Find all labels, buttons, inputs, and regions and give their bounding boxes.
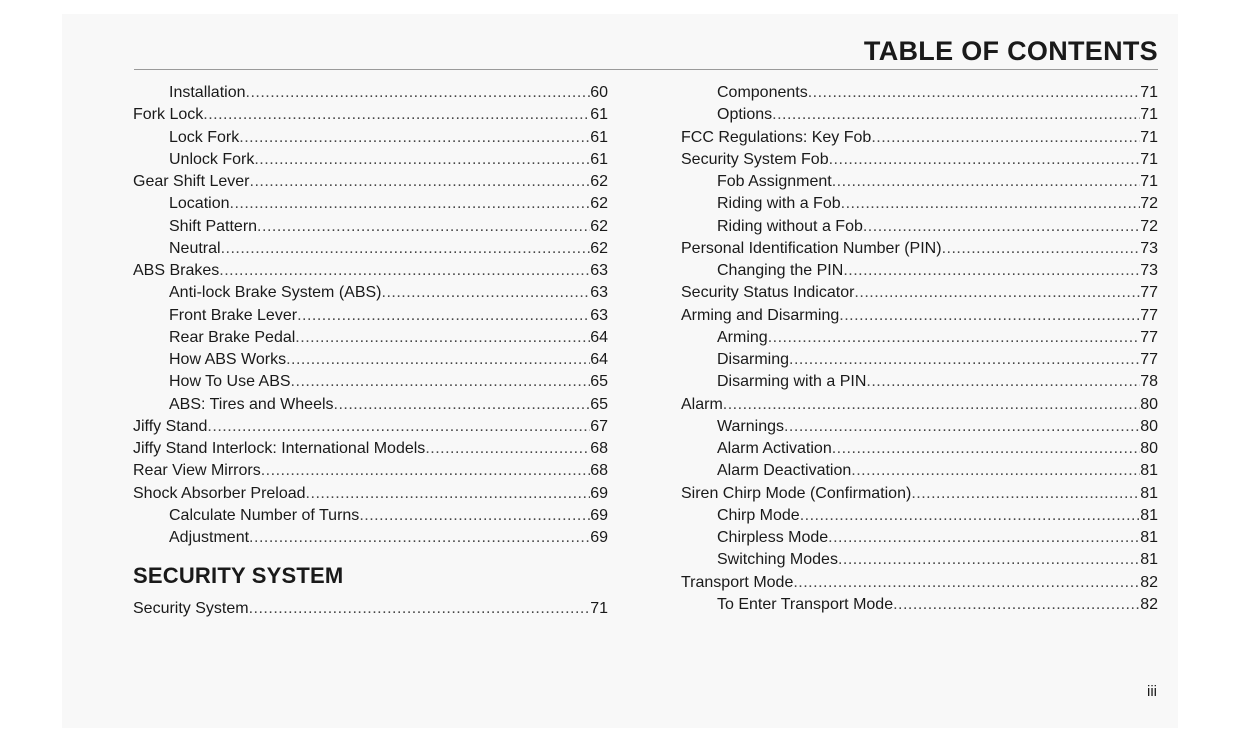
toc-entry-page-number: 65: [590, 395, 608, 413]
toc-entry[interactable]: [681, 238, 1158, 260]
toc-entry[interactable]: [133, 260, 608, 282]
toc-entry-label: Siren Chirp Mode (Confirmation): [681, 484, 912, 502]
toc-left-column: [133, 82, 608, 621]
toc-entry-page-number: 71: [1140, 173, 1158, 190]
toc-entry-page-number: 77: [1140, 306, 1158, 324]
header-divider: [134, 69, 1158, 70]
toc-entry-page-number: 62: [590, 239, 608, 257]
toc-entry-label: Unlock Fork: [169, 150, 255, 168]
toc-entry[interactable]: [681, 104, 1158, 126]
toc-entry-page-number: 81: [1140, 462, 1158, 480]
toc-entry[interactable]: [681, 505, 1158, 527]
toc-entry-page-number: 73: [1140, 239, 1158, 257]
toc-entry-label: How To Use ABS: [169, 373, 291, 391]
toc-entry[interactable]: [681, 416, 1158, 438]
toc-entry-label: Adjustment: [169, 529, 250, 546]
toc-entry[interactable]: [681, 572, 1158, 594]
toc-entry-label: Warnings: [717, 417, 784, 435]
toc-entry[interactable]: [681, 460, 1158, 482]
toc-entry-page-number: 72: [1140, 195, 1158, 213]
dot-leader: [297, 305, 590, 327]
toc-entry-page-number: 80: [1140, 417, 1158, 435]
toc-entry[interactable]: [681, 594, 1158, 616]
toc-entry-label: Front Brake Lever: [169, 306, 298, 324]
toc-entry[interactable]: [681, 127, 1158, 149]
toc-entry-page-number: 71: [1140, 128, 1158, 146]
toc-entry[interactable]: [681, 327, 1158, 349]
toc-entry-page-number: 71: [1140, 84, 1158, 101]
toc-entry-label: Chirp Mode: [717, 506, 800, 524]
toc-entry-page-number: 64: [590, 328, 608, 346]
toc-entry[interactable]: [133, 349, 608, 371]
toc-entry[interactable]: [681, 149, 1158, 171]
toc-entry-page-number: 71: [1140, 106, 1158, 124]
toc-entry-label: Jiffy Stand: [133, 417, 208, 435]
toc-entry-label: Riding without a Fob: [717, 217, 863, 235]
dot-leader: [207, 416, 590, 438]
toc-entry[interactable]: [133, 598, 608, 620]
toc-entry-label: Rear Brake Pedal: [169, 328, 296, 346]
toc-entry-label: Alarm Deactivation: [717, 462, 852, 480]
toc-entry-label: Riding with a Fob: [717, 195, 841, 213]
dot-leader: [359, 505, 590, 527]
toc-entry[interactable]: [681, 305, 1158, 327]
toc-entry[interactable]: [133, 460, 608, 482]
dot-leader: [893, 594, 1140, 616]
toc-entry-page-number: 72: [1140, 217, 1158, 235]
toc-entry-page-number: 61: [590, 150, 608, 168]
toc-entry-label: ABS: Tires and Wheels: [169, 395, 334, 413]
toc-entry-label: Location: [169, 195, 230, 213]
dot-leader: [871, 127, 1140, 149]
toc-entry-label: Security System: [133, 600, 249, 618]
toc-entry[interactable]: [133, 104, 608, 126]
toc-entry-list: [681, 82, 1158, 616]
toc-entry-page-number: 63: [590, 306, 608, 324]
toc-entry-label: ABS Brakes: [133, 262, 220, 279]
toc-entry-label: Neutral: [169, 239, 221, 257]
toc-entry[interactable]: [681, 371, 1158, 393]
dot-leader: [221, 238, 591, 260]
toc-entry[interactable]: [681, 549, 1158, 571]
toc-entry-label: Disarming with a PIN: [717, 373, 867, 391]
toc-entry-label: Gear Shift Lever: [133, 173, 250, 190]
toc-entry-page-number: 81: [1140, 506, 1158, 524]
dot-leader: [286, 349, 590, 371]
dot-leader: [851, 460, 1140, 482]
toc-entry-label: Alarm: [681, 395, 723, 413]
dot-leader: [249, 598, 591, 620]
dot-leader: [203, 104, 590, 126]
dot-leader: [828, 527, 1140, 549]
toc-entry-page-number: 82: [1140, 573, 1158, 591]
toc-entry-page-number: 78: [1140, 373, 1158, 391]
toc-entry[interactable]: [133, 305, 608, 327]
dot-leader: [942, 238, 1141, 260]
toc-entry-label: Changing the PIN: [717, 262, 844, 279]
dot-leader: [723, 394, 1140, 416]
toc-entry[interactable]: [681, 82, 1158, 104]
toc-entry-label: FCC Regulations: Key Fob: [681, 128, 872, 146]
toc-entry-page-number: 81: [1140, 551, 1158, 569]
dot-leader: [306, 483, 591, 505]
toc-entry-label: To Enter Transport Mode: [717, 595, 894, 613]
toc-entry-label: Fork Lock: [133, 106, 204, 124]
toc-entry[interactable]: [681, 349, 1158, 371]
dot-leader: [866, 371, 1140, 393]
toc-entry-label: Anti-lock Brake System (ABS): [169, 284, 382, 302]
toc-entry[interactable]: [133, 394, 608, 416]
toc-entry-label: Installation: [169, 84, 246, 101]
dot-leader: [291, 371, 591, 393]
toc-entry-label: Transport Mode: [681, 573, 794, 591]
toc-entry-label: Calculate Number of Turns: [169, 506, 360, 524]
dot-leader: [382, 282, 591, 304]
dot-leader: [261, 460, 590, 482]
page-number: iii: [1147, 683, 1157, 700]
dot-leader: [838, 549, 1140, 571]
toc-entry-page-number: 64: [590, 351, 608, 368]
dot-leader: [854, 282, 1140, 304]
toc-entry[interactable]: [133, 505, 608, 527]
toc-entry-label: Personal Identification Number (PIN): [681, 239, 942, 257]
dot-leader: [219, 260, 590, 282]
toc-entry-label: Shift Pattern: [169, 217, 258, 235]
toc-entry-page-number: 65: [590, 373, 608, 391]
dot-leader: [254, 149, 590, 171]
toc-right-column: [681, 82, 1158, 616]
dot-leader: [832, 171, 1140, 193]
dot-leader: [230, 193, 591, 215]
dot-leader: [841, 193, 1141, 215]
dot-leader: [829, 149, 1141, 171]
toc-entry-page-number: 80: [1140, 395, 1158, 413]
toc-entry-page-number: 77: [1140, 284, 1158, 302]
toc-entry[interactable]: [133, 327, 608, 349]
toc-entry[interactable]: [681, 216, 1158, 238]
dot-leader: [839, 305, 1140, 327]
toc-entry[interactable]: [133, 483, 608, 505]
dot-leader: [793, 572, 1140, 594]
document-page: [62, 14, 1178, 728]
toc-entry-page-number: 67: [590, 417, 608, 435]
dot-leader: [295, 327, 590, 349]
toc-entry[interactable]: [681, 171, 1158, 193]
toc-entry[interactable]: [133, 216, 608, 238]
toc-entry-page-number: 62: [590, 173, 608, 190]
dot-leader: [239, 127, 590, 149]
toc-entry-label: Lock Fork: [169, 128, 240, 146]
toc-entry[interactable]: [133, 193, 608, 215]
toc-entry-page-number: 69: [590, 529, 608, 546]
dot-leader: [772, 104, 1140, 126]
toc-entry-label: Alarm Activation: [717, 440, 832, 457]
toc-entry-page-number: 63: [590, 284, 608, 302]
toc-entry[interactable]: [133, 438, 608, 460]
toc-entry-label: Rear View Mirrors: [133, 462, 261, 480]
toc-entry[interactable]: [681, 193, 1158, 215]
toc-entry-page-number: 60: [590, 84, 608, 101]
toc-entry-page-number: 61: [590, 106, 608, 124]
toc-entry-label: Options: [717, 106, 773, 124]
toc-entry[interactable]: [681, 527, 1158, 549]
section-heading: SECURITY SYSTEM: [133, 563, 344, 589]
toc-entry-page-number: 71: [590, 600, 608, 618]
toc-entry-page-number: 73: [1140, 262, 1158, 279]
toc-entry-label: Arming: [717, 328, 768, 346]
toc-entry[interactable]: [133, 527, 608, 549]
toc-entry-page-number: 69: [590, 506, 608, 524]
toc-entry-label: Security Status Indicator: [681, 284, 855, 302]
dot-leader: [784, 416, 1140, 438]
toc-entry-label: Chirpless Mode: [717, 529, 829, 546]
dot-leader: [789, 349, 1140, 371]
toc-entry-page-number: 68: [590, 462, 608, 480]
toc-entry-list: [133, 82, 608, 549]
toc-entry[interactable]: [133, 416, 608, 438]
toc-entry-list: [133, 598, 608, 620]
toc-entry[interactable]: [133, 82, 608, 104]
toc-entry[interactable]: [133, 171, 608, 193]
toc-entry-label: Fob Assignment: [717, 173, 832, 190]
toc-entry-page-number: 81: [1140, 484, 1158, 502]
toc-entry-label: Arming and Disarming: [681, 306, 840, 324]
toc-entry-page-number: 80: [1140, 440, 1158, 457]
toc-entry[interactable]: [133, 371, 608, 393]
toc-entry-label: Shock Absorber Preload: [133, 484, 306, 502]
dot-leader: [768, 327, 1141, 349]
toc-entry[interactable]: [681, 438, 1158, 460]
toc-entry[interactable]: [681, 282, 1158, 304]
toc-entry-label: How ABS Works: [169, 351, 287, 368]
dot-leader: [334, 394, 591, 416]
toc-entry-label: Components: [717, 84, 808, 101]
toc-entry-label: Security System Fob: [681, 150, 829, 168]
dot-leader: [863, 216, 1140, 238]
dot-leader: [246, 82, 591, 104]
dot-leader: [843, 260, 1140, 282]
toc-entry[interactable]: [133, 127, 608, 149]
toc-entry-page-number: 62: [590, 195, 608, 213]
toc-entry[interactable]: [681, 394, 1158, 416]
dot-leader: [257, 216, 590, 238]
dot-leader: [250, 171, 591, 193]
toc-entry[interactable]: [133, 149, 608, 171]
toc-entry-page-number: 71: [1140, 150, 1158, 168]
dot-leader: [249, 527, 590, 549]
toc-entry[interactable]: [133, 282, 608, 304]
dot-leader: [425, 438, 590, 460]
toc-entry[interactable]: [133, 238, 608, 260]
toc-entry-page-number: 81: [1140, 529, 1158, 546]
toc-entry-label: Disarming: [717, 351, 790, 368]
page-title: TABLE OF CONTENTS: [863, 36, 1158, 66]
toc-entry-page-number: 69: [590, 484, 608, 502]
toc-entry-label: Jiffy Stand Interlock: International Models: [133, 440, 426, 457]
toc-entry-page-number: 68: [590, 440, 608, 457]
dot-leader: [800, 505, 1141, 527]
toc-entry[interactable]: [681, 483, 1158, 505]
toc-entry-label: Switching Modes: [717, 551, 838, 569]
toc-entry-page-number: 82: [1140, 595, 1158, 613]
dot-leader: [808, 82, 1140, 104]
toc-entry-page-number: 77: [1140, 328, 1158, 346]
toc-entry-page-number: 77: [1140, 351, 1158, 368]
toc-entry-page-number: 61: [590, 128, 608, 146]
dot-leader: [832, 438, 1140, 460]
toc-entry-page-number: 62: [590, 217, 608, 235]
toc-entry-page-number: 63: [590, 262, 608, 279]
toc-entry[interactable]: [681, 260, 1158, 282]
dot-leader: [911, 483, 1140, 505]
